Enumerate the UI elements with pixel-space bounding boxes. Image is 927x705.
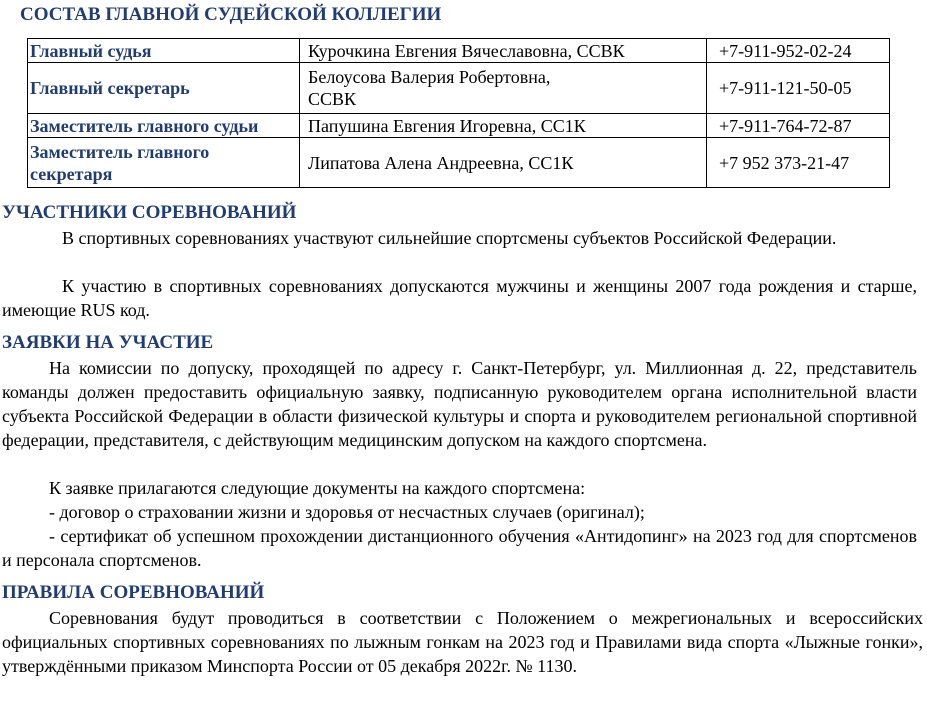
name-cell: Папушина Евгения Игоревна, СС1К [300, 114, 707, 138]
role-cell: Главный судья [28, 39, 300, 63]
rules-paragraph: Соревнования будут проводиться в соответствии с Положением о межрегиональных и всероссийских официальных спортивных соревнованиях по лыжным гонкам на 2023 год и Правилами вида спорта «Лыжные гонки», утверждёнными приказом Минспорта России от 05 декабря 2022г. № 1130. [2, 608, 923, 676]
phone-cell: +7-911-952-02-24 [707, 39, 890, 63]
name-line: Белоусова Валерия Робертовна, [308, 67, 551, 87]
phone-cell: +7-911-121-50-05 [707, 63, 890, 114]
committee-heading: СОСТАВ ГЛАВНОЙ СУДЕЙСКОЙ КОЛЛЕГИИ [20, 4, 442, 25]
table-row [28, 114, 890, 138]
committee-table [27, 38, 890, 188]
role-cell: Главный секретарь [28, 63, 300, 114]
applications-document-item: - сертификат об успешном прохождении дистанционного обучения «Антидопинг» на 2023 год для спортсменов и персонала спортсменов. [2, 526, 917, 570]
name-cell: Курочкина Евгения Вячеславовна, ССВК [300, 39, 707, 63]
participants-heading: УЧАСТНИКИ СОРЕВНОВАНИЙ [2, 202, 297, 223]
role-line: секретаря [30, 163, 113, 184]
role-line: Заместитель главного [30, 141, 210, 162]
phone-cell: +7-911-764-72-87 [707, 114, 890, 138]
name-line: ССВК [308, 89, 357, 109]
table-row [28, 63, 890, 114]
applications-documents-intro: К заявке прилагаются следующие документы на каждого спортсмена: [49, 478, 586, 498]
applications-document-item: - договор о страховании жизни и здоровья от несчастных случаев (оригинал); [49, 502, 645, 522]
table-row [28, 39, 890, 63]
role-cell: Заместитель главного судьи [28, 114, 300, 138]
table-row [28, 138, 890, 188]
phone-cell: +7 952 373-21-47 [707, 138, 890, 188]
participants-paragraph: К участию в спортивных соревнованиях допускаются мужчины и женщины 2007 года рождения и старше, имеющие RUS код. [2, 276, 917, 320]
role-cell [28, 138, 300, 188]
applications-heading: ЗАЯВКИ НА УЧАСТИЕ [2, 332, 214, 353]
applications-paragraph: На комиссии по допуску, проходящей по адресу г. Санкт-Петербург, ул. Миллионная д. 22, представитель команды должен предоставить официальную заявку, подписанную руководителем органа исполнительной власти субъекта Российской Федерации в области физической культуры и спорта и руководителем региональной спортивной федерации, представителя, с действующим медицинским допуском на каждого спортсмена. [2, 358, 917, 450]
participants-paragraph: В спортивных соревнованиях участвуют сильнейшие спортсмены субъектов Российской Федерации. [62, 228, 837, 248]
name-cell [300, 63, 707, 114]
rules-heading: ПРАВИЛА СОРЕВНОВАНИЙ [2, 582, 265, 603]
name-cell: Липатова Алена Андреевна, СС1К [300, 138, 707, 188]
